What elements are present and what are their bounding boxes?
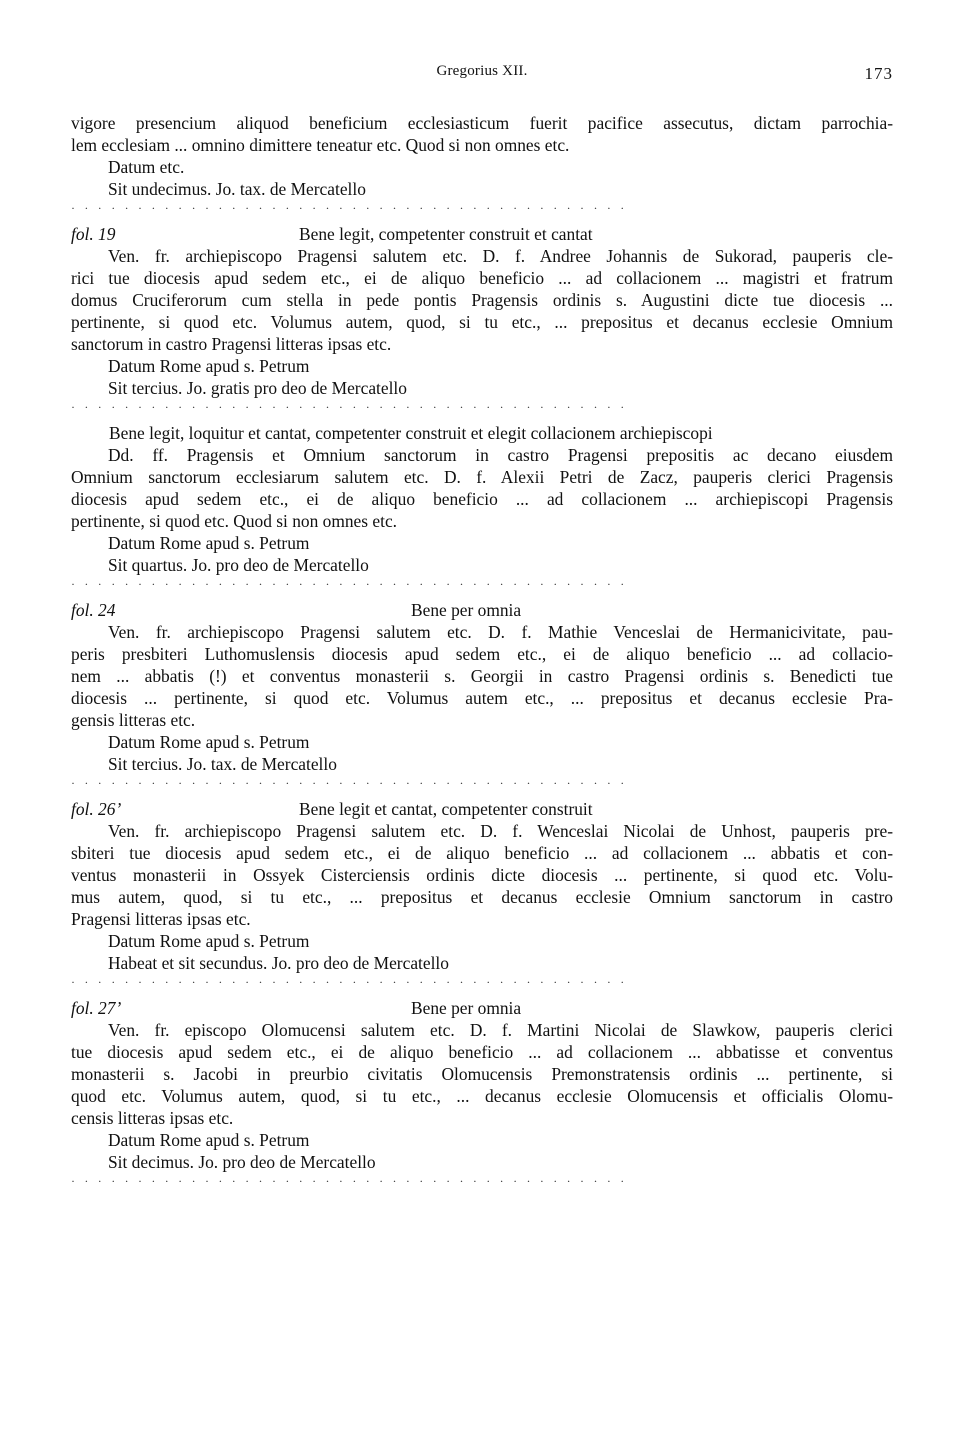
text-line: censis litteras ipsas etc.: [71, 1108, 234, 1128]
text-line: sbiteri tue diocesis apud sedem etc., ei de aliquo beneficio ... ad collacionem ... abbatis et con-: [71, 843, 893, 863]
text-line: pertinente, si quod etc. Quod si non omnes etc.: [71, 511, 398, 531]
folio-number: fol. 27’: [71, 998, 122, 1018]
text-line: Pragensi litteras ipsas etc.: [71, 909, 251, 929]
datum-line: Datum Rome apud s. Petrum: [108, 533, 310, 553]
text-line: nem ... abbatis (!) et conventus monasterii s. Georgii in castro Pragensi ordinis s. Benedicti tue: [71, 666, 893, 686]
folio-number: fol. 24: [71, 600, 116, 620]
page-header: [71, 60, 893, 84]
examiner-note: Bene per omnia: [411, 600, 522, 620]
datum-line: Datum Rome apud s. Petrum: [108, 931, 310, 951]
entry: [71, 112, 893, 200]
folio-number: fol. 19: [71, 224, 116, 244]
sit-line: Sit quartus. Jo. pro deo de Mercatello: [108, 555, 369, 575]
text-line: mus autem, quod, si tu etc., ... prepositus et decanus ecclesie Omnium sanctorum in castro: [71, 887, 893, 907]
folio-heading: [71, 599, 893, 621]
text-line: sanctorum in castro Pragensi litteras ipsas etc.: [71, 334, 392, 354]
folio-heading: [71, 798, 893, 820]
dotted-separator: · · · · · · · · · · · · · · · · · · · · · · · · · · · · · · · · · · · · · · · · · ·: [71, 201, 628, 215]
dotted-separator: · · · · · · · · · · · · · · · · · · · · · · · · · · · · · · · · · · · · · · · · · ·: [71, 975, 628, 989]
datum-line: Datum Rome apud s. Petrum: [108, 356, 310, 376]
sit-line: Sit undecimus. Jo. tax. de Mercatello: [108, 179, 366, 199]
text-line: quod etc. Volumus autem, quod, si tu etc., ... decanus ecclesie Olomucensis et officialis Olomu-: [71, 1086, 893, 1106]
text-line: Omnium sanctorum ecclesiarum salutem etc. D. f. Alexii Petri de Zacz, pauperis clerici Pragensis: [71, 467, 893, 487]
sit-line: Habeat et sit secundus. Jo. pro deo de Mercatello: [108, 953, 449, 973]
text-line: gensis litteras etc.: [71, 710, 196, 730]
datum-line: Datum etc.: [108, 157, 185, 177]
dotted-separator: · · · · · · · · · · · · · · · · · · · · · · · · · · · · · · · · · · · · · · · · · ·: [71, 577, 628, 591]
entry: [71, 223, 893, 399]
examiner-note: Bene legit et cantat, competenter construit: [299, 799, 593, 819]
dotted-separator: · · · · · · · · · · · · · · · · · · · · · · · · · · · · · · · · · · · · · · · · · ·: [71, 776, 628, 790]
datum-line: Datum Rome apud s. Petrum: [108, 1130, 310, 1150]
page-number: 173: [864, 64, 893, 83]
datum-line: Datum Rome apud s. Petrum: [108, 732, 310, 752]
folio-heading: [71, 223, 893, 245]
entry: [71, 997, 893, 1173]
text-line: tue diocesis apud sedem etc., ei de aliquo beneficio ... ad collacionem ... abbatisse et conventus: [71, 1042, 893, 1062]
text-line: pertinente, si quod etc. Volumus autem, quod, si tu etc., ... prepositus et decanus ecclesie Omnium: [71, 312, 893, 332]
text-line: peris presbiteri Luthomuslensis diocesis apud sedem etc., ei de aliquo beneficio ... ad collacio-: [71, 644, 893, 664]
document-body: [71, 112, 893, 1196]
entry: [71, 798, 893, 974]
folio-number: fol. 26’: [71, 799, 122, 819]
text-line: monasterii s. Jacobi in preurbio civitatis Olomucensis Premonstratensis ordinis ... pertinente, si: [71, 1064, 893, 1084]
examiner-note: Bene legit, loquitur et cantat, competenter construit et elegit collacionem archiepiscopi: [109, 423, 713, 443]
text-line: domus Cruciferorum cum stella in pede pontis Pragensis ordinis s. Augustini dicte tue diocesis ...: [71, 290, 893, 310]
text-line: Dd. ff. Pragensis et Omnium sanctorum in castro Pragensi prepositis ac decano eiusdem: [108, 445, 893, 465]
text-line: diocesis ... pertinente, si quod etc. Volumus autem etc., ... prepositus et decanus ecclesie Pra-: [71, 688, 893, 708]
text-line: diocesis apud sedem etc., ei de aliquo beneficio ... ad collacionem ... archiepiscopi Pragensis: [71, 489, 893, 509]
entry: [71, 599, 893, 775]
text-line: rici tue diocesis apud sedem etc., ei de aliquo beneficio ... ad collacionem ... magistri et fratrum: [71, 268, 893, 288]
text-line: Ven. fr. archiepiscopo Pragensi salutem etc. D. f. Mathie Venceslai de Hermanicivitate, pau-: [108, 622, 893, 642]
text-line: lem ecclesiam ... omnino dimittere teneatur etc. Quod si non omnes etc.: [71, 135, 570, 155]
dotted-separator: · · · · · · · · · · · · · · · · · · · · · · · · · · · · · · · · · · · · · · · · · ·: [71, 1174, 628, 1188]
text-line: Ven. fr. archiepiscopo Pragensi salutem etc. D. f. Andree Johannis de Sukorad, pauperis cle-: [108, 246, 893, 266]
running-head: Gregorius XII.: [436, 63, 528, 79]
text-line: Ven. fr. archiepiscopo Pragensi salutem etc. D. f. Wenceslai Nicolai de Unhost, pauperis pre-: [108, 821, 893, 841]
sit-line: Sit decimus. Jo. pro deo de Mercatello: [108, 1152, 376, 1172]
examiner-note: Bene legit, competenter construit et cantat: [299, 224, 593, 244]
dotted-separator: · · · · · · · · · · · · · · · · · · · · · · · · · · · · · · · · · · · · · · · · · ·: [71, 400, 628, 414]
text-line: Ven. fr. episcopo Olomucensi salutem etc. D. f. Martini Nicolai de Slawkow, pauperis clerici: [108, 1020, 893, 1040]
sit-line: Sit tercius. Jo. gratis pro deo de Mercatello: [108, 378, 407, 398]
text-line: vigore presencium aliquod beneficium ecclesiasticum fuerit pacifice assecutus, dictam parrochia-: [71, 113, 893, 133]
examiner-note: Bene per omnia: [411, 998, 522, 1018]
entry: [71, 422, 893, 576]
sit-line: Sit tercius. Jo. tax. de Mercatello: [108, 754, 337, 774]
folio-heading: [71, 422, 893, 444]
text-line: ventus monasterii in Ossyek Cisterciensis ordinis dicte diocesis ... pertinente, si quod etc. Volu-: [71, 865, 893, 885]
folio-heading: [71, 997, 893, 1019]
